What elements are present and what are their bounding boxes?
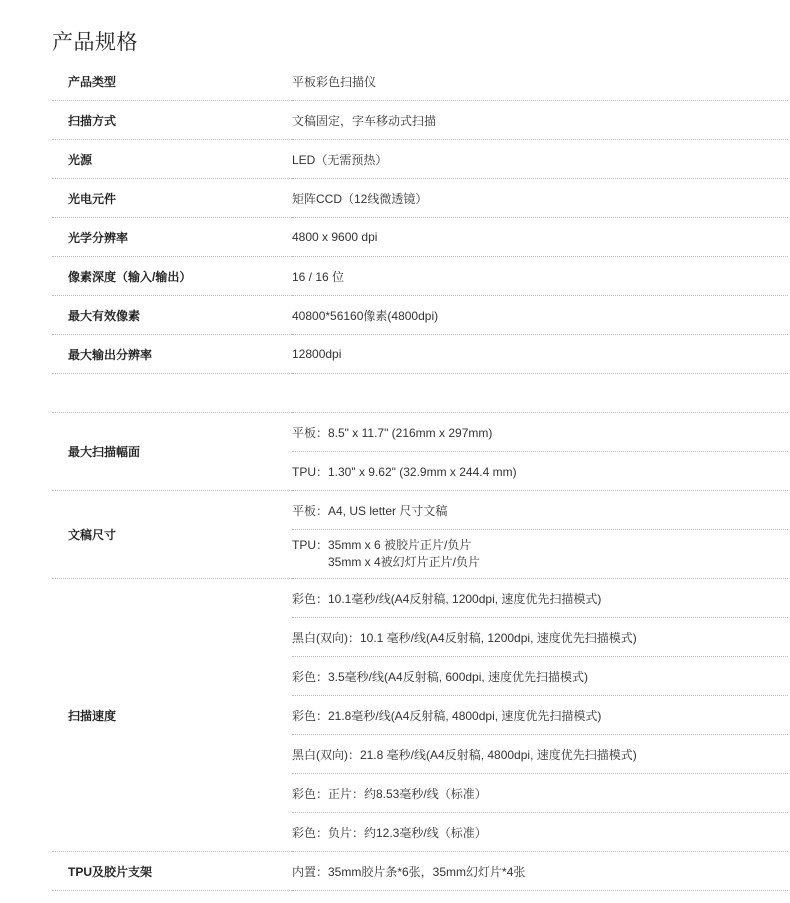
spec-label: 扫描速度: [52, 579, 292, 852]
spec-value: 平板：8.5" x 11.7" (216mm x 297mm): [292, 413, 788, 452]
spec-row-max-pixels: [52, 296, 788, 335]
spec-row-scan-method: [52, 101, 788, 140]
spec-label: 光源: [68, 152, 93, 167]
spec-value-multiline: [292, 530, 788, 579]
spec-value: 矩阵CCD（12线微透镜）: [292, 191, 428, 206]
spec-table: [52, 62, 788, 891]
spec-label: 产品类型: [68, 74, 117, 89]
spec-label: TPU及胶片支架: [68, 864, 153, 879]
spec-row-bit-depth: [52, 257, 788, 296]
spec-value: 内置：35mm胶片条*6张，35mm幻灯片*4张: [292, 864, 526, 879]
spec-value: 文稿固定，字车移动式扫描: [292, 113, 437, 128]
spec-row-tpu-holder: [52, 852, 788, 891]
spec-row-product-type: [52, 62, 788, 101]
tpu-line-2: 35mm x 4被幻灯片正片/负片: [328, 555, 481, 569]
spec-label: 最大有效像素: [68, 308, 141, 323]
spec-value: 彩色：10.1毫秒/线(A4反射稿, 1200dpi, 速度优先扫描模式): [292, 579, 788, 618]
spec-value: 平板彩色扫描仪: [292, 74, 377, 89]
spec-row-sensor: [52, 179, 788, 218]
spec-label: 扫描方式: [68, 113, 117, 128]
spec-value: LED（无需预热）: [292, 152, 388, 167]
spec-value: 黑白(双向)：21.8 毫秒/线(A4反射稿, 4800dpi, 速度优先扫描模式): [292, 735, 788, 774]
spec-row-max-output-resolution: [52, 335, 788, 374]
spec-row-spacer: [52, 374, 788, 413]
spec-row-optical-resolution: [52, 218, 788, 257]
spec-row-max-scan-area: [52, 413, 788, 452]
spec-label: 最大扫描幅面: [52, 413, 292, 491]
spec-value: 平板：A4, US letter 尺寸文稿: [292, 491, 788, 530]
spec-label: 光电元件: [68, 191, 117, 206]
spec-value: 40800*56160像素(4800dpi): [292, 308, 439, 323]
spec-value: 4800 x 9600 dpi: [292, 230, 378, 244]
spec-row-scan-speed: [52, 579, 788, 618]
spec-label: 文稿尺寸: [52, 491, 292, 579]
spec-row-light-source: [52, 140, 788, 179]
spec-label: 像素深度（输入/输出）: [68, 269, 192, 284]
spec-value: 黑白(双向)：10.1 毫秒/线(A4反射稿, 1200dpi, 速度优先扫描模式): [292, 618, 788, 657]
spec-label: 光学分辨率: [68, 230, 129, 245]
spec-value: TPU：1.30" x 9.62" (32.9mm x 244.4 mm): [292, 452, 788, 491]
spec-value: 彩色：正片：约8.53毫秒/线（标准）: [292, 774, 788, 813]
spec-value: 彩色：21.8毫秒/线(A4反射稿, 4800dpi, 速度优先扫描模式): [292, 696, 788, 735]
tpu-line-1: TPU：35mm x 6 被胶片正片/负片: [292, 538, 472, 552]
spec-value: 16 / 16 位: [292, 269, 345, 284]
spec-label: 最大输出分辨率: [68, 347, 153, 362]
spec-value: 12800dpi: [292, 347, 342, 361]
page-title: 产品规格: [52, 31, 138, 54]
spec-row-document-size: [52, 491, 788, 530]
spec-value: 彩色：3.5毫秒/线(A4反射稿, 600dpi, 速度优先扫描模式): [292, 657, 788, 696]
spec-value: 彩色：负片：约12.3毫秒/线（标准）: [292, 813, 788, 852]
